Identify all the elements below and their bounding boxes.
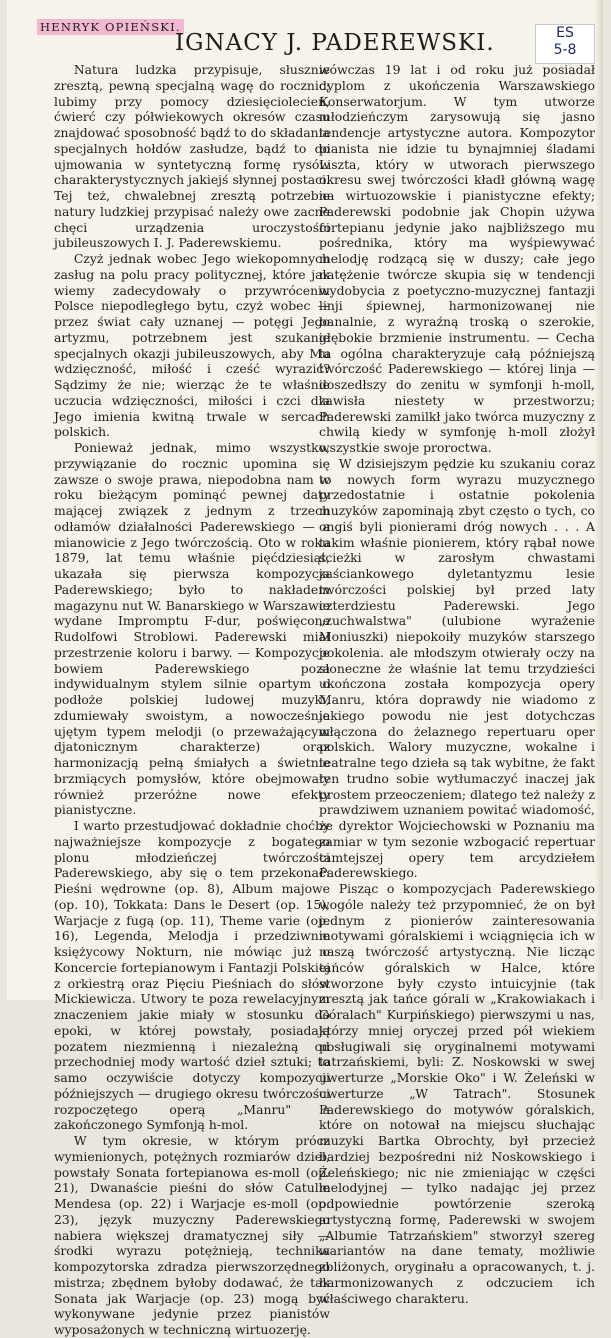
archive-label-line-1: ES xyxy=(556,25,574,41)
paragraph: Ponieważ jednak, mimo wszystko, przywiązanie do rocznic upomina się zawsze o swoje prawa, niepodobna nam w roku bieżącym pominąć pewnej daty mającej związek z jednym z trzech odłamów działalności Paderewskiego — a mianowicie z Jego twórczością. Oto w roku 1879, lat temu właśnie pięćdziesiąt, ukazała się pierwsza kompozycja Paderewskiego; było to nakładem magazynu nut W. Banarskiego w Warszawie wydane Impromptu F-dur, poświęcone Rudolfowi Stroblowi. Paderewski miał przestrzenie koloru i barwy. — Kompozycje bowiem Paderewskiego poza indywidualnym stylem silnie opartym o podłoże polskiej ludowej muzyki, zdumiewały swoistym, a nowocześnie ujętym typem melodji (o przeważającym djatonicznym charakterze) oraz harmonizacją pełną śmiałych a świetnie brzmiących pomysłów, które obejmowały również przeróżne nowe efekty pianistyczne. xyxy=(54,440,330,818)
paragraph: I warto przestudjować dokładnie choćby najważniejsze kompozycje z bogatego plonu młodzieńczej twórczości Paderewskiego, aby się o tem przekonać: Pieśni wędrowne (op. 8), Album majowe (op. 10), Tokkata: Dans le Desert (op. 15), Warjacje z fugą (op. 11), Theme varie (op. 16), Legenda, Melodja i przedziwnie księżycowy Nokturn, nie mówiąc już o Koncercie fortepianowym i Fantazji Polskiej z orkiestrą oraz Pięciu Pieśniach do słów Mickiewicza. Utwory te poza rewelacyjnym znaczeniem jakie miały w stosunku do epoki, w której powstały, posiadają pozatem niezmienną i niezależną od przechodniej mody wartość dzieł sztuki; to samo oczywiście dotyczy kompozycji późniejszych — drugiego okresu twórczości rozpoczętego operą „Manru" a zakończonego Symfonją h-mol. xyxy=(54,818,330,1133)
paragraph: W tym okresie, w którym prócz wymienionych, potężnych rozmiarów dzieł, powstały Sonata fortepianowa es-moll (op. 21), Dwanaście pieśni do słów Catulle Mendesa (op. 22) i Warjacje es-moll (op. 23), język muzyczny Paderewskiego nabiera większej dramatycznej siły — środki wyrazu potężnieją, technika kompozytorska zdradza pierwszorzędnego mistrza; zbędnem byłoby dodawać, że tak Sonata jak Warjacje (op. 23) mogą być wykonywane jedynie przez pianistów wyposażonych w techniczną wirtuozerję. xyxy=(54,1133,330,1337)
paragraph: wówczas 19 lat i od roku już posiadał dyplom z ukończenia Warszawskiego Konserwatorjum. W tym utworze młodzieńczym zarysowują się jasno tendencje artystyczne autora. Kompozytor pianista nie idzie tu bynajmniej śladami Liszta, który w utworach pierwszego okresu swej twórczości kładł główną wagę na wirtuozowskie i pianistyczne efekty; Paderewski podobnie jak Chopin używa fortepianu jedynie jako najbliższego mu pośrednika, który ma wyśpiewywać melodję rodzącą się w duszy; całe jego natężenie twórcze skupia się w tendencji wydobycia z poetyczno-muzycznej fantazji linji śpiewnej, harmonizowanej nie banalnie, z wyraźną troską o szerokie, głębokie brzmienie instrumentu. — Cecha ta ogólna charakteryzuje całą późniejszą twórczość Paderewskiego — której linja — doszedłszy do zenitu w symfonji h-moll, zawisła niestety w przestworzu; Paderewski zamilkł jako twórca muzyczny z chwilą kiedy w symfonję h-moll złożył wszystkie swoje proroctwa. xyxy=(319,62,595,455)
paragraph: Natura ludzka przypisuje, słusznie zresztą, pewną specjalną wagę do rocznic; lubimy przy pomocy dziesięciolecień, ćwierć czy półwiekowych okresów czasu znajdować sposobność bądź to do składania specjalnych hołdów zasłudze, bądź to do ujmowania w syntetyczną formę rysów charakterystycznych jakiejś słynnej postaci. Tej też, chwalebnej zresztą potrzebie natury ludzkiej przypisać należy owe zacne chęci urządzenia uroczystości jubileuszowych I. J. Paderewskiemu. xyxy=(54,62,330,251)
archive-label xyxy=(535,24,595,64)
paragraph: Czyż jednak wobec Jego wiekopomnych zasług na polu pracy politycznej, które jak wiemy zadecydowały o przywróceniu Polsce niepodległego bytu, czyż wobec — przez świat cały uznanej — potęgi Jego artyzmu, potrzebnem jest szukanie specjalnych okazji jubileuszowych, aby Mu wdzięczność, miłość i cześć wyrazić? Sądzimy że nie; wierząc że te właśnie uczucia wdzięczności, miłości i czci dla Jego imienia kwitną trwale w sercach polskich. xyxy=(54,251,330,440)
paragraph: W dzisiejszym pędzie ku szukaniu coraz to nowych form wyrazu muzycznego przedostatnie i ostatnie pokolenia muzyków zapominają zbyt często o tych, co ongiś byli pionierami dróg nowych . . . A takim właśnie pionierem, który rąbał nowe ścieżki w zarosłym chwastami zaściankowego dyletantyzmu lesie twórczości polskiej był przed laty czterdziestu Paderewski. Jego „zuchwalstwa" (ulubione wyrażenie Moniuszki) niepokoiły muzyków starszego pokolenia. ale młodszym otwierały oczy na słoneczne że właśnie lat temu trzydzieści ukończona została kompozycja opery Manru, która doprawdy nie wiadomo z jakiego powodu nie jest dotychczas włączona do żelaznego repertuaru oper polskich. Walory muzyczne, wokalne i teatralne tego dzieła są tak wybitne, że fakt ten trudno sobie wytłumaczyć inaczej jak prostem przeoczeniem; dlatego też należy z prawdziwem uznaniem powitać wiadomość, że dyrektor Wojciechowski w Poznaniu ma zamiar w tym sezonie wzbogacić repertuar tamtejszej opery tem arcydziełem Paderewskiego. xyxy=(319,455,595,881)
author-name: HENRYK OPIEŃSKI. xyxy=(37,19,184,35)
article-title: IGNACY J. PADEREWSKI. xyxy=(175,30,495,56)
archive-label-line-2: 5-8 xyxy=(553,42,577,58)
newspaper-page xyxy=(7,0,603,1337)
page-edge-shadow xyxy=(595,0,603,1000)
left-column xyxy=(54,62,330,1337)
right-column xyxy=(319,62,595,1306)
paragraph: Pisząc o kompozycjach Paderewskiego wogóle należy też przypomnieć, że on był jednym z pionierów zainteresowania motywami góralskiemi i wciągnięcia ich w naszą twórczość artystyczną. Nie licząc tańców góralskich w Halce, które stworzone były czysto intuicyjnie (tak zresztą jak tańce górali w „Krakowiakach i Góralach" Kurpińskiego) pierwszymi u nas, którzy mniej oryczej przed pół wiekiem posługiwali się oryginalnemi motywami tatrzańskiemi, byli: Z. Noskowski w swej uwerturze „Morskie Oko" i W. Żeleński w uwerturze „W Tatrach". Stosunek Paderewskiego do motywów góralskich, które on notował na miejscu słuchając muzyki Bartka Obrochty, był przecież bardziej bezpośredni niż Noskowskiego i Żeleńskiego; nic nie zmieniając w części melodyjnej — tylko nadając jej przez odpowiednie powtórzenie szeroką artystyczną formę, Paderewski w swojem „Albumie Tatrzańskiem" stworzył szereg wariantów na dane tematy, możliwie zbliżonych, oryginału a opracowanych, t. j. harmonizowanych z odczuciem ich właściwego charakteru. xyxy=(319,881,595,1306)
